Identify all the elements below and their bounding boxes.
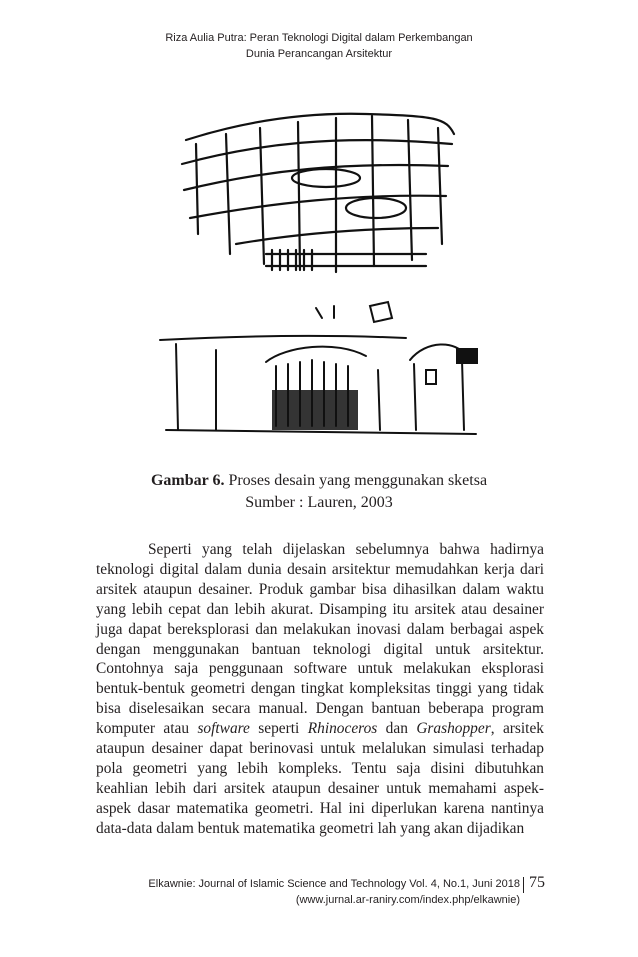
body-paragraph bbox=[96, 540, 544, 839]
header-line-1: Riza Aulia Putra: Peran Teknologi Digital dalam Perkembangan bbox=[165, 32, 473, 44]
paragraph-1 bbox=[96, 540, 544, 839]
figure-label: Gambar 6. bbox=[150, 472, 225, 489]
figure-caption-text: Proses desain yang menggunakan sketsa bbox=[224, 472, 488, 489]
figure-source: Sumber : Lauren, 2003 bbox=[245, 494, 393, 511]
footer-url: (www.jurnal.ar-raniry.com/index.php/elkawnie) bbox=[295, 894, 520, 906]
figure-caption bbox=[0, 470, 638, 514]
running-header bbox=[0, 30, 638, 62]
paragraph-text-4: , arsitek ataupun desainer dapat berinovasi untuk melalukan simulasi terhadap pola geometri yang lebih kompleks. Tentu saja disini dibutuhkan keahlian lebih dari arsitek ataupun desainer untuk memahami aspek-aspek dasar matematika geometri. Hal ini diperlukan karena nantinya data-data dalam bentuk matematika geometri lah yang akan dijadikan bbox=[96, 720, 544, 837]
sketch-image-bottom bbox=[156, 300, 484, 450]
page-number: 75 bbox=[529, 874, 545, 891]
journal-footer bbox=[140, 876, 520, 908]
paragraph-text-2: seperti bbox=[249, 720, 308, 738]
header-line-2: Dunia Perancangan Arsitektur bbox=[245, 48, 393, 60]
paragraph-text-1: Seperti yang telah dijelaskan sebelumnya bahwa hadirnya teknologi digital dalam dunia desain arsitektur memudahkan kerja dari arsitek ataupun desainer. Produk gambar bisa dihasilkan dalam waktu yang lebih cepat dan lebih akurat. Disamping itu arsitek atau desainer juga dapat bereksplorasi dan melakukan inovasi dalam berbagai aspek dengan menggunakan bantuan teknologi digital untuk arsitektur. Contohnya saja penggunaan software untuk melakukan eksplorasi bentuk-bentuk geometri dengan tingkat kompleksitas tinggi yang tidak bisa diselesaikan secara manual. Dengan bantuan beberapa program komputer atau bbox=[96, 541, 544, 738]
term-grashopper: Grashopper bbox=[416, 720, 491, 738]
footer-divider bbox=[523, 877, 524, 893]
footer-journal: Elkawnie: Journal of Islamic Science and Technology Vol. 4, No.1, Juni 2018 bbox=[148, 878, 520, 890]
term-rhinoceros: Rhinoceros bbox=[307, 720, 378, 738]
term-software: software bbox=[197, 720, 250, 738]
paragraph-text-3: dan bbox=[377, 720, 417, 738]
sketch-image-top bbox=[176, 104, 460, 286]
